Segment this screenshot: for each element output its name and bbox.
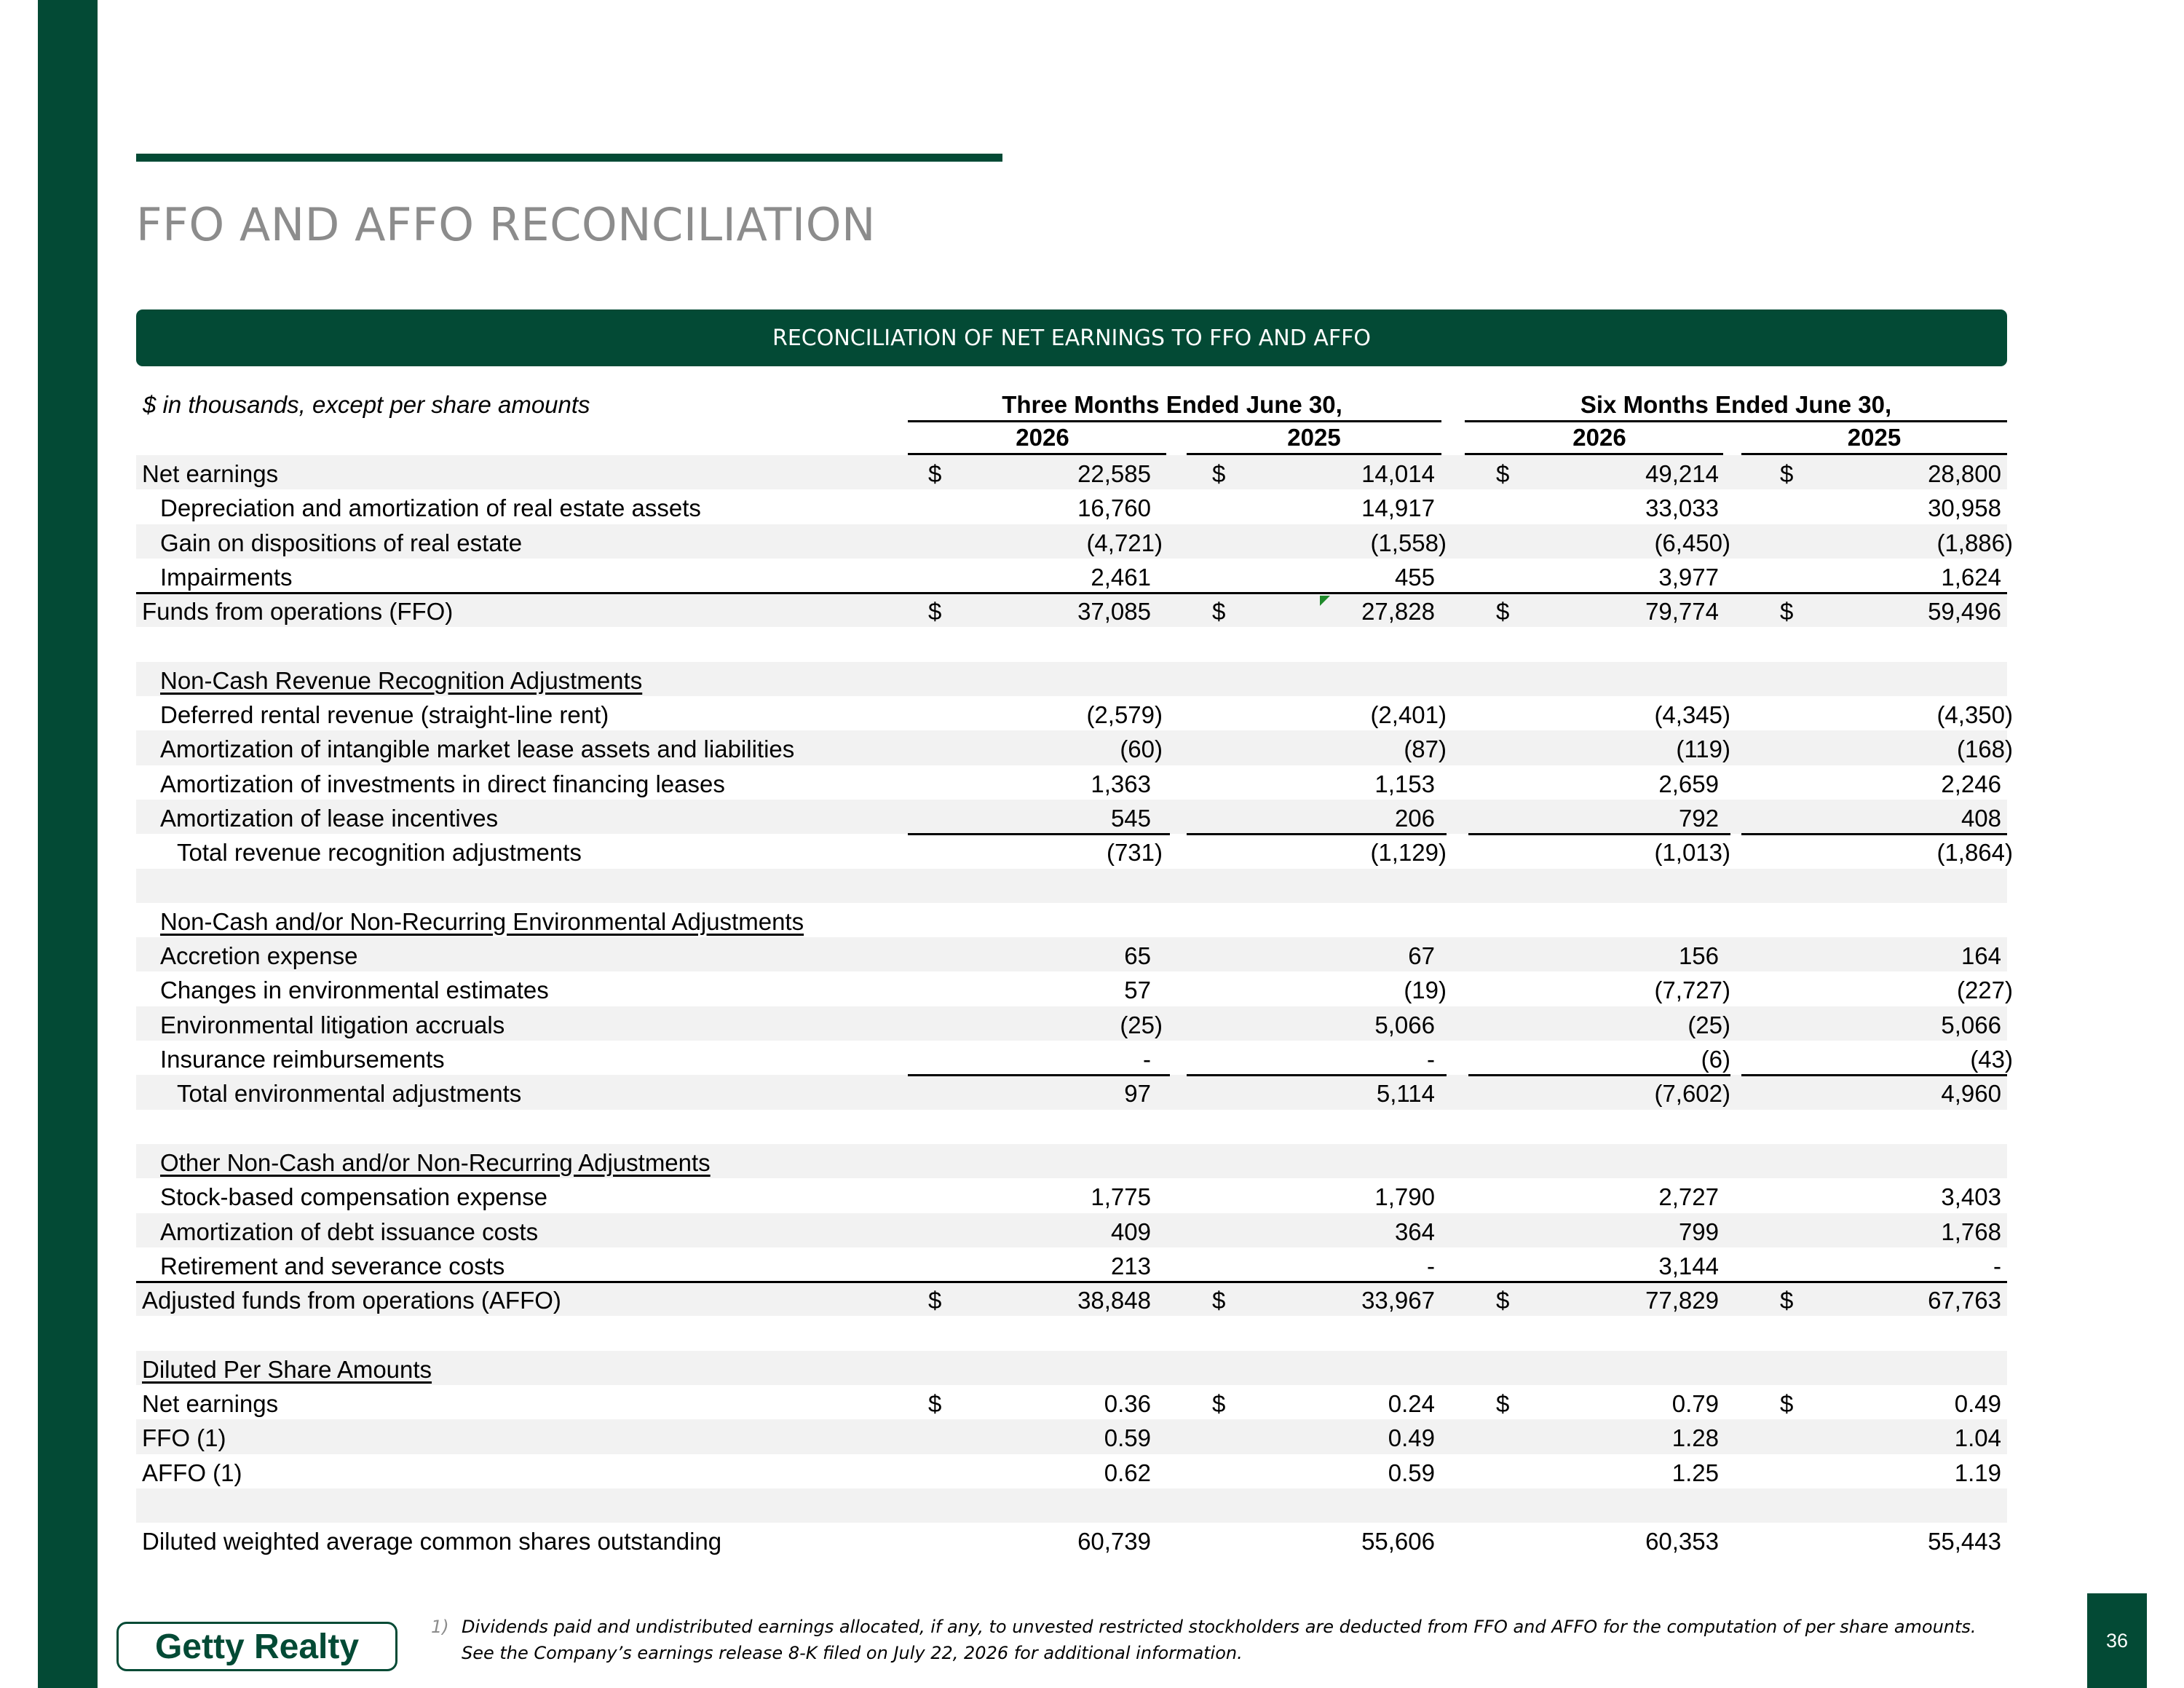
table-cell: 55,606 bbox=[1361, 1528, 1435, 1555]
row-label: Total environmental adjustments bbox=[177, 1080, 522, 1108]
year-header: 2025 bbox=[1287, 424, 1341, 451]
table-cell: 14,014 bbox=[1361, 460, 1435, 487]
dollar-sign: $ bbox=[928, 598, 942, 626]
footnote-text: Dividends paid and undistributed earnings allocated, if any, to unvested restricted stockholders are deducted from FFO and AFFO for the computation of per share amounts. See the Company’s earnings release 8-K filed on July 22, 2026 for additional information. bbox=[462, 1617, 1977, 1663]
table-cell: 2,727 bbox=[1658, 1183, 1719, 1211]
table-row bbox=[136, 662, 2007, 696]
row-label: Amortization of investments in direct financing leases bbox=[160, 770, 725, 797]
six-months-header: Six Months Ended June 30, bbox=[1580, 391, 1892, 418]
table-cell: (4,350) bbox=[1936, 701, 2013, 729]
table-cell: (19) bbox=[1404, 977, 1447, 1004]
table-cell: 0.79 bbox=[1671, 1390, 1719, 1418]
table-cell: - bbox=[1427, 1046, 1435, 1073]
table-cell: 49,214 bbox=[1645, 460, 1719, 487]
table-cell: (7,602) bbox=[1654, 1080, 1730, 1108]
row-label: Deferred rental revenue (straight-line rent) bbox=[160, 701, 609, 729]
table-cell: 364 bbox=[1394, 1218, 1435, 1245]
six-months-header-rule bbox=[1465, 420, 2007, 422]
table-cell: (2,579) bbox=[1086, 701, 1163, 729]
table-cell: 1,768 bbox=[1941, 1218, 2001, 1245]
table-cell: 1,363 bbox=[1091, 770, 1151, 797]
dollar-sign: $ bbox=[1780, 460, 1794, 487]
table-cell: (227) bbox=[1956, 977, 2013, 1004]
table-cell: (4,345) bbox=[1654, 701, 1730, 729]
table-cell: 14,917 bbox=[1361, 494, 1435, 522]
table-cell: 60,353 bbox=[1645, 1528, 1719, 1555]
table-row bbox=[136, 800, 2007, 834]
row-label: Non-Cash and/or Non-Recurring Environmental Adjustments bbox=[160, 907, 804, 935]
table-cell: 16,760 bbox=[1077, 494, 1151, 522]
table-cell: 0.59 bbox=[1104, 1424, 1151, 1452]
table-row bbox=[136, 1351, 2007, 1385]
subtotal-rule bbox=[1741, 1074, 2007, 1076]
row-label: FFO (1) bbox=[142, 1424, 226, 1452]
table-cell: 37,085 bbox=[1077, 598, 1151, 626]
left-sidebar-band bbox=[38, 0, 98, 1688]
table-cell: (1,886) bbox=[1936, 529, 2013, 556]
table-cell: 65 bbox=[1124, 942, 1151, 970]
table-cell: 0.24 bbox=[1388, 1390, 1435, 1418]
table-cell: - bbox=[1993, 1252, 2001, 1279]
table-cell: 27,828 bbox=[1361, 598, 1435, 626]
year-header: 2026 bbox=[1572, 424, 1626, 451]
row-label: AFFO (1) bbox=[142, 1459, 242, 1486]
table-cell: 38,848 bbox=[1077, 1287, 1151, 1314]
table-cell: 792 bbox=[1678, 804, 1719, 832]
row-label: Funds from operations (FFO) bbox=[142, 598, 454, 626]
row-label: Retirement and severance costs bbox=[160, 1252, 505, 1279]
row-label: Insurance reimbursements bbox=[160, 1046, 445, 1073]
units-label: $ in thousands, except per share amounts bbox=[143, 391, 590, 418]
table-cell: 0.36 bbox=[1104, 1390, 1151, 1418]
table-row bbox=[136, 593, 2007, 627]
table-cell: 0.62 bbox=[1104, 1459, 1151, 1486]
table-cell: 60,739 bbox=[1077, 1528, 1151, 1555]
dollar-sign: $ bbox=[928, 1390, 942, 1418]
table-row bbox=[136, 903, 2007, 937]
table-cell: 59,496 bbox=[1928, 598, 2001, 626]
section-banner-text: RECONCILIATION OF NET EARNINGS TO FFO AND AFFO bbox=[772, 325, 1372, 351]
table-cell: (1,129) bbox=[1370, 839, 1447, 867]
table-cell: 1,790 bbox=[1374, 1183, 1435, 1211]
table-cell: (1,864) bbox=[1936, 839, 2013, 867]
table-row bbox=[136, 834, 2013, 868]
table-cell: 2,246 bbox=[1941, 770, 2001, 797]
table-cell: 409 bbox=[1110, 1218, 1151, 1245]
dollar-sign: $ bbox=[1496, 598, 1510, 626]
table-row bbox=[136, 524, 2013, 559]
table-cell: 77,829 bbox=[1645, 1287, 1719, 1314]
table-cell: (1,013) bbox=[1654, 839, 1730, 867]
table-row bbox=[136, 1006, 2007, 1041]
table-cell: 33,033 bbox=[1645, 494, 1719, 522]
table-row bbox=[136, 696, 2013, 730]
dollar-sign: $ bbox=[1212, 1390, 1226, 1418]
subtotal-rule bbox=[1468, 833, 1730, 835]
row-label: Diluted Per Share Amounts bbox=[142, 1355, 432, 1383]
year-header: 2025 bbox=[1847, 424, 1902, 451]
row-label: Total revenue recognition adjustments bbox=[177, 839, 582, 867]
table-cell: 408 bbox=[1961, 804, 2001, 832]
table-row bbox=[136, 1282, 2007, 1316]
dollar-sign: $ bbox=[1496, 460, 1510, 487]
table-cell: 1,153 bbox=[1374, 770, 1435, 797]
dollar-sign: $ bbox=[1780, 598, 1794, 626]
row-label: Adjusted funds from operations (AFFO) bbox=[142, 1287, 561, 1314]
table-row bbox=[136, 971, 2013, 1006]
row-label: Environmental litigation accruals bbox=[160, 1011, 505, 1038]
table-row bbox=[136, 1110, 2007, 1144]
dollar-sign: $ bbox=[928, 460, 942, 487]
table-cell: 164 bbox=[1961, 942, 2001, 970]
footnote-marker: 1) bbox=[431, 1617, 449, 1637]
subtotal-rule bbox=[908, 1074, 1170, 1076]
table-cell: (6,450) bbox=[1654, 529, 1730, 556]
subtotal-rule bbox=[1741, 833, 2007, 835]
row-label: Non-Cash Revenue Recognition Adjustments bbox=[160, 666, 643, 694]
footnote bbox=[431, 1614, 1989, 1666]
getty-realty-logo bbox=[116, 1622, 397, 1671]
row-label: Other Non-Cash and/or Non-Recurring Adjustments bbox=[160, 1148, 711, 1176]
subtotal-rule bbox=[1187, 833, 1447, 835]
table-row bbox=[136, 730, 2013, 765]
table-cell: 799 bbox=[1678, 1218, 1719, 1245]
table-row bbox=[136, 489, 2007, 524]
table-cell: (4,721) bbox=[1086, 529, 1163, 556]
table-cell: 1,624 bbox=[1941, 563, 2001, 591]
three-months-header-rule bbox=[908, 420, 1441, 422]
table-cell: 3,977 bbox=[1658, 563, 1719, 591]
table-cell: 455 bbox=[1394, 563, 1435, 591]
table-row bbox=[136, 1385, 2007, 1419]
row-label: Changes in environmental estimates bbox=[160, 977, 549, 1004]
table-cell: 0.49 bbox=[1388, 1424, 1435, 1452]
table-cell: (25) bbox=[1120, 1011, 1163, 1038]
dollar-sign: $ bbox=[1212, 598, 1226, 626]
table-cell: 67 bbox=[1408, 942, 1435, 970]
year-header: 2026 bbox=[1016, 424, 1069, 451]
table-cell: (60) bbox=[1120, 735, 1163, 763]
dollar-sign: $ bbox=[1212, 1287, 1226, 1314]
row-label: Net earnings bbox=[142, 1390, 279, 1418]
table-row bbox=[136, 1213, 2007, 1247]
table-cell: 57 bbox=[1124, 977, 1151, 1004]
table-cell: 3,144 bbox=[1658, 1252, 1719, 1279]
table-cell: 79,774 bbox=[1645, 598, 1719, 626]
table-cell: 1.28 bbox=[1671, 1424, 1719, 1452]
row-label: Stock-based compensation expense bbox=[160, 1183, 547, 1211]
table-row bbox=[136, 937, 2007, 971]
reconciliation-table bbox=[136, 455, 2013, 1558]
three-months-header: Three Months Ended June 30, bbox=[1002, 391, 1342, 418]
table-cell: 33,967 bbox=[1361, 1287, 1435, 1314]
table-cell: 55,443 bbox=[1928, 1528, 2001, 1555]
table-cell: 213 bbox=[1110, 1252, 1151, 1279]
table-cell: 545 bbox=[1110, 804, 1151, 832]
table-row bbox=[136, 559, 2007, 593]
table-cell: 5,066 bbox=[1374, 1011, 1435, 1038]
table-cell: 1.19 bbox=[1954, 1459, 2001, 1486]
table-row bbox=[136, 1041, 2013, 1075]
subtotal-rule bbox=[1187, 1074, 1447, 1076]
table-cell: (1,558) bbox=[1370, 529, 1447, 556]
row-label: Diluted weighted average common shares outstanding bbox=[142, 1528, 722, 1555]
table-cell: 1.25 bbox=[1671, 1459, 1719, 1486]
row-label: Amortization of lease incentives bbox=[160, 804, 499, 832]
page-number: 36 bbox=[2087, 1593, 2147, 1688]
row-label: Amortization of debt issuance costs bbox=[160, 1218, 539, 1245]
table-row bbox=[136, 1144, 2007, 1178]
table-cell: (43) bbox=[1970, 1046, 2013, 1073]
section-banner bbox=[136, 309, 2007, 366]
table-cell: (7,727) bbox=[1654, 977, 1730, 1004]
page-title: FFO AND AFFO RECONCILIATION bbox=[136, 198, 876, 251]
table-cell: 2,659 bbox=[1658, 770, 1719, 797]
dollar-sign: $ bbox=[1212, 460, 1226, 487]
table-row bbox=[136, 627, 2007, 661]
logo-text: Getty Realty bbox=[154, 1627, 360, 1666]
table-row bbox=[136, 1454, 2007, 1488]
table-cell: (119) bbox=[1676, 735, 1730, 763]
table-row bbox=[136, 765, 2007, 800]
table-row bbox=[136, 1523, 2007, 1557]
table-cell: - bbox=[1143, 1046, 1151, 1073]
subtotal-rule bbox=[908, 833, 1170, 835]
row-label: Net earnings bbox=[142, 460, 279, 487]
table-cell: 1.04 bbox=[1954, 1424, 2001, 1452]
table-row bbox=[136, 455, 2007, 489]
table-row bbox=[136, 1247, 2007, 1282]
table-cell: (87) bbox=[1404, 735, 1447, 763]
table-cell: 28,800 bbox=[1928, 460, 2001, 487]
table-cell: 5,114 bbox=[1376, 1080, 1435, 1108]
table-row bbox=[136, 1488, 2007, 1523]
table-cell: (2,401) bbox=[1370, 701, 1447, 729]
table-cell: 67,763 bbox=[1928, 1287, 2001, 1314]
table-cell: 97 bbox=[1124, 1080, 1151, 1108]
table-cell: (731) bbox=[1106, 839, 1163, 867]
table-row bbox=[136, 1178, 2007, 1212]
table-cell: 22,585 bbox=[1077, 460, 1151, 487]
dollar-sign: $ bbox=[1496, 1287, 1510, 1314]
row-label: Accretion expense bbox=[160, 942, 358, 970]
row-label: Gain on dispositions of real estate bbox=[160, 529, 523, 556]
table-cell: 0.49 bbox=[1954, 1390, 2001, 1418]
table-row bbox=[136, 1316, 2007, 1350]
dollar-sign: $ bbox=[928, 1287, 942, 1314]
cell-comment-marker-icon bbox=[1320, 596, 1330, 606]
table-row bbox=[136, 869, 2007, 903]
row-label: Amortization of intangible market lease assets and liabilities bbox=[160, 735, 795, 763]
table-cell: 5,066 bbox=[1941, 1011, 2001, 1038]
dollar-sign: $ bbox=[1780, 1287, 1794, 1314]
dollar-sign: $ bbox=[1496, 1390, 1510, 1418]
dollar-sign: $ bbox=[1780, 1390, 1794, 1418]
row-label: Impairments bbox=[160, 563, 293, 591]
table-cell: 3,403 bbox=[1941, 1183, 2001, 1211]
subtotal-rule bbox=[1468, 1074, 1730, 1076]
table-cell: 206 bbox=[1394, 804, 1435, 832]
table-cell: 4,960 bbox=[1941, 1080, 2001, 1108]
table-cell: 0.59 bbox=[1388, 1459, 1435, 1486]
table-cell: 1,775 bbox=[1091, 1183, 1151, 1211]
table-cell: (25) bbox=[1688, 1011, 1730, 1038]
row-label: Depreciation and amortization of real estate assets bbox=[160, 494, 701, 522]
table-row bbox=[136, 1075, 2007, 1109]
table-row bbox=[136, 1419, 2007, 1454]
table-cell: 2,461 bbox=[1091, 563, 1151, 591]
table-cell: 30,958 bbox=[1928, 494, 2001, 522]
table-cell: (6) bbox=[1701, 1046, 1730, 1073]
table-cell: 156 bbox=[1678, 942, 1719, 970]
table-cell: (168) bbox=[1956, 735, 2013, 763]
title-accent-rule bbox=[136, 154, 1002, 162]
table-cell: - bbox=[1427, 1252, 1435, 1279]
